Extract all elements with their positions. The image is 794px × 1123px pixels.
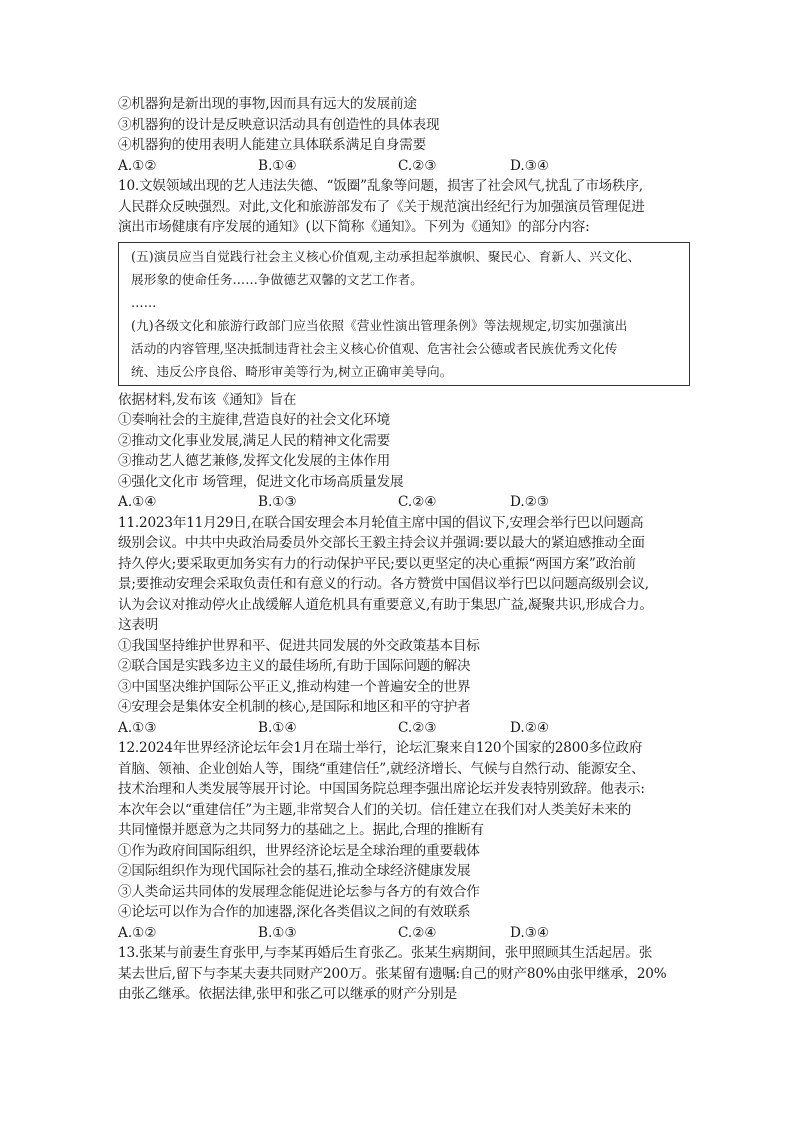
statement-2: ②国际组织作为现代国际社会的基石,推动全球经济健康发展 <box>118 863 471 879</box>
question-stem-line: 13.张某与前妻生育张甲,与李某再婚后生育张乙。张某生病期间，张甲照顾其生活起居。张 <box>118 945 653 961</box>
question-prompt: 由张乙继承。依据法律,张甲和张乙可以继承的财产分别是 <box>118 986 457 1002</box>
quote-line: 展形象的使命任务……争做德艺双馨的文艺工作者。 <box>131 271 423 287</box>
statement-1: ①我国坚持维护世界和平、促进共同发展的外交政策基本目标 <box>118 637 480 654</box>
statement-2: ②推动文化事业发展,满足人民的精神文化需要 <box>118 432 390 449</box>
option-b: B.①③ <box>258 924 297 941</box>
option-a: A.①② <box>118 924 157 941</box>
answer-options <box>118 718 688 739</box>
option-d: D.③④ <box>510 924 550 941</box>
statement-1: ①作为政府间国际组织，世界经济论坛是全球治理的重要载体 <box>118 842 480 859</box>
question-stem-line: 认为会议对推动停火止战缓解人道危机具有重要意义,有助于集思广益,凝聚共识,形成合力。 <box>118 596 653 613</box>
question-13 <box>118 943 688 1005</box>
statement-1: ①奏响社会的主旋律,营造良好的社会文化环境 <box>118 412 390 428</box>
statement-2: ②联合国是实践多边主义的最佳场所,有助于国际问题的解决 <box>118 658 471 674</box>
question-stem-line: 景;要推动安理会采取负责任和有意义的行动。各方赞赏中国倡议举行巴以问题高级别会议, <box>118 576 649 592</box>
statement-3: ③人类命运共同体的发展理念能促进论坛参与各方的有效合作 <box>118 883 480 900</box>
statement-3: ③推动艺人德艺兼修,发挥文化发展的主体作用 <box>118 453 390 469</box>
option-b: B.①④ <box>258 157 297 174</box>
option-c: C.②③ <box>398 719 437 736</box>
question-stem-line: 11.2023年11月29日,在联合国安理会本月轮值主席中国的倡议下,安理会举行巴以问题高 <box>118 514 644 531</box>
statement-4: ④安理会是集体安全机制的核心,是国际和地区和平的守护者 <box>118 699 471 715</box>
answer-options <box>118 156 688 177</box>
question-stem-line: 10.文娱领域出现的艺人违法失德、“饭圈”乱象等问题，损害了社会风气,扰乱了市场秩序, <box>118 178 643 194</box>
question-stem-line: 首脑、领袖、企业创始人等，围绕“重建信任”,就经济增长、气候与自然行动、能源安全、 <box>118 760 645 777</box>
quote-line: (九)各级文化和旅游行政部门应当依照《营业性演出管理条例》等法规规定,切实加强演出 <box>131 317 628 333</box>
option-c: C.②④ <box>398 494 437 510</box>
statement-4: ④机器狗的使用表明人能建立具体联系满足自身需要 <box>118 137 427 153</box>
quote-ellipsis: …… <box>131 294 157 310</box>
question-stem-line: 12.2024年世界经济论坛年会1月在瑞士举行，论坛汇聚来自120个国家的2800多位政府 <box>118 740 643 756</box>
question-stem-line: 人民群众反映强烈。对此,文化和旅游部发布了《关于规范演出经纪行为加强演员管理促进 <box>118 198 645 215</box>
question-stem-line: 演出市场健康有序发展的通知》(以下简称《通知》。下列为《通知》的部分内容: <box>118 219 590 235</box>
question-stem-line: 级别会议。中共中央政治局委员外交部长王毅主持会议并强调:要以最大的紧迫感推动全面 <box>118 535 645 551</box>
answer-options <box>118 492 688 513</box>
statement-2: ②机器狗是新出现的事物,因而具有远大的发展前途 <box>118 96 417 112</box>
question-stem-line: 本次年会以“重建信任”为主题,非常契合人们的关切。信任建立在我们对人类美好未来的 <box>118 801 632 818</box>
option-d: D.③④ <box>510 157 550 174</box>
option-d: D.②③ <box>510 494 550 510</box>
question-stem-line: 技术治理和人类发展等展开讨论。中国国务院总理李强出席论坛并发表特别致辞。他表示: <box>118 781 645 797</box>
quote-line: (五)演员应当自觉践行社会主义核心价值观,主动承担起举旗帜、聚民心、育新人、兴文化、 <box>131 248 641 264</box>
statement-3: ③中国坚决维护国际公平正义,推动构建一个普遍安全的世界 <box>118 678 471 695</box>
answer-options <box>118 923 688 944</box>
option-a: A.①③ <box>118 719 157 736</box>
question-11 <box>118 513 688 739</box>
exam-page <box>118 94 688 1005</box>
question-prompt: 依据材料,发布该《通知》旨在 <box>118 391 297 408</box>
question-prompt: 共同憧憬并愿意为之共同努力的基础之上。据此,合理的推断有 <box>118 822 484 838</box>
quote-line: 统、违反公序良俗、畸形审美等行为,树立正确审美导向。 <box>131 363 453 379</box>
option-a: A.①② <box>118 157 157 174</box>
statement-4: ④论坛可以作为合作的加速器,深化各类倡议之间的有效联系 <box>118 904 471 920</box>
question-stem-line: 持久停火;要采取更加务实有力的行动保护平民;要以更坚定的决心重振“两国方案”政治前 <box>118 555 636 572</box>
quote-line: 活动的内容管理,坚决抵制违背社会主义核心价值观、危害社会公德或者民族优秀文化传 <box>131 340 618 356</box>
statement-4: ④强化文化市 场管理，促进文化市场高质量发展 <box>118 473 404 490</box>
question-stem-line: 某去世后,留下与李某夫妻共同财产200万。张某留有遗嘱:自己的财产80%由张甲继承，20% <box>118 965 667 982</box>
option-b: B.①④ <box>258 719 297 736</box>
option-d: D.②④ <box>510 719 550 736</box>
question-10 <box>118 176 688 513</box>
option-c: C.②③ <box>398 157 437 174</box>
question-9-tail <box>118 94 688 176</box>
quoted-material-box <box>118 242 690 386</box>
option-b: B.①③ <box>258 494 297 510</box>
option-a: A.①④ <box>118 494 157 510</box>
statement-3: ③机器狗的设计是反映意识活动具有创造性的具体表现 <box>118 116 440 133</box>
option-c: C.②④ <box>398 924 437 941</box>
question-prompt: 这表明 <box>118 617 159 633</box>
question-12 <box>118 738 688 943</box>
